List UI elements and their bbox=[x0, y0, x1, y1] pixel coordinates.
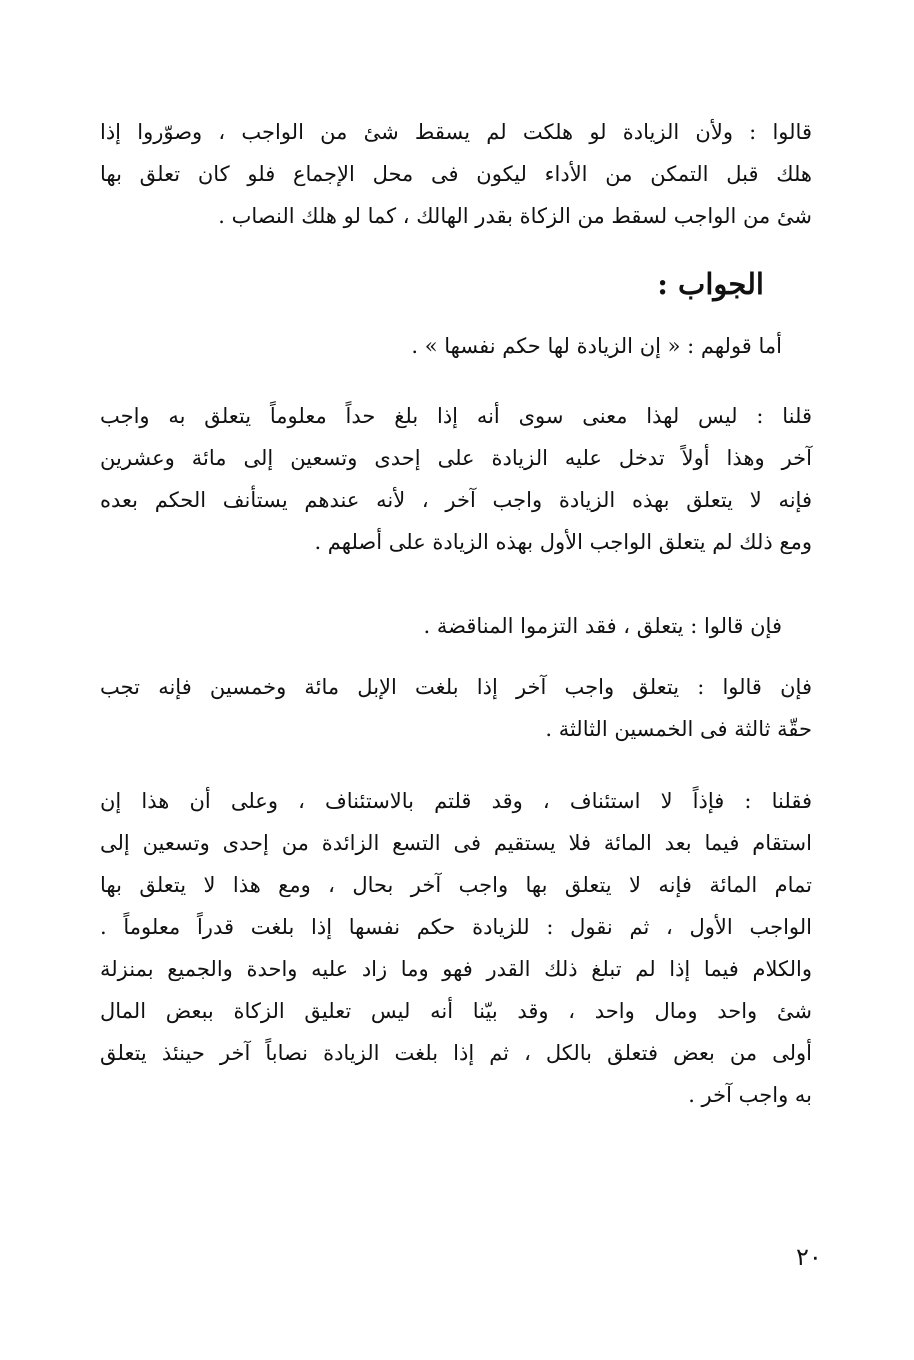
paragraph-we-said bbox=[100, 780, 812, 1116]
paragraph-if-they-say-1 bbox=[100, 605, 812, 647]
paragraph-if-they-say-2 bbox=[100, 666, 812, 750]
text-line: فإن قالوا : يتعلق ، فقد التزموا المناقضة . bbox=[423, 614, 782, 638]
paragraph-reply bbox=[100, 395, 812, 563]
paragraph-their-statement bbox=[100, 325, 812, 367]
text-line: فقلنا : فإذاً لا استئناف ، وقد قلتم بالاستئناف ، وعلى أن هذا إن bbox=[100, 789, 812, 813]
text-line: أولى من بعض فتعلق بالكل ، ثم إذا بلغت الزيادة نصاباً آخر حينئذ يتعلق bbox=[100, 1041, 812, 1065]
text-line: ومع ذلك لم يتعلق الواجب الأول بهذه الزيادة على أصلهم . bbox=[314, 530, 812, 554]
text-line: شئ من الواجب لسقط من الزكاة بقدر الهالك ، كما لو هلك النصاب . bbox=[218, 204, 812, 228]
paragraph-objection bbox=[100, 111, 812, 237]
page-number: ٢٠ bbox=[796, 1243, 822, 1271]
text-line: حقّة ثالثة فى الخمسين الثالثة . bbox=[545, 717, 812, 741]
text-line: فإنه لا يتعلق بهذه الزيادة واجب آخر ، لأنه عندهم يستأنف الحكم بعده bbox=[100, 488, 812, 512]
text-line: فإن قالوا : يتعلق واجب آخر إذا بلغت الإبل مائة وخمسين فإنه تجب bbox=[100, 675, 812, 699]
text-line: الواجب الأول ، ثم نقول : للزيادة حكم نفسها إذا بلغت قدراً معلوماً . bbox=[100, 915, 812, 939]
text-line: استقام فيما بعد المائة فلا يستقيم فى التسع الزائدة من إحدى وتسعين إلى bbox=[100, 831, 812, 855]
text-line: أما قولهم : « إن الزيادة لها حكم نفسها » . bbox=[411, 334, 782, 358]
text-line: شئ واحد ومال واحد ، وقد بيّنا أنه ليس تعليق الزكاة ببعض المال bbox=[100, 999, 812, 1023]
text-line: به واجب آخر . bbox=[688, 1083, 812, 1107]
text-line: تمام المائة فإنه لا يتعلق بها واجب آخر بحال ، ومع هذا لا يتعلق بها bbox=[100, 873, 812, 897]
text-line: والكلام فيما إذا لم تبلغ ذلك القدر فهو وما زاد عليه واحدة والجميع بمنزلة bbox=[100, 957, 812, 981]
text-line: قلنا : ليس لهذا معنى سوى أنه إذا بلغ حداً معلوماً يتعلق به واجب bbox=[100, 404, 812, 428]
text-line: قالوا : ولأن الزيادة لو هلكت لم يسقط شئ من الواجب ، وصوّروا إذا bbox=[100, 120, 812, 144]
text-line: آخر وهذا أولاً تدخل عليه الزيادة على إحدى وتسعين إلى مائة وعشرين bbox=[100, 446, 812, 470]
section-heading: الجواب : bbox=[657, 267, 764, 301]
text-line: هلك قبل التمكن من الأداء ليكون فى محل الإجماع فلو كان تعلق بها bbox=[100, 162, 812, 186]
